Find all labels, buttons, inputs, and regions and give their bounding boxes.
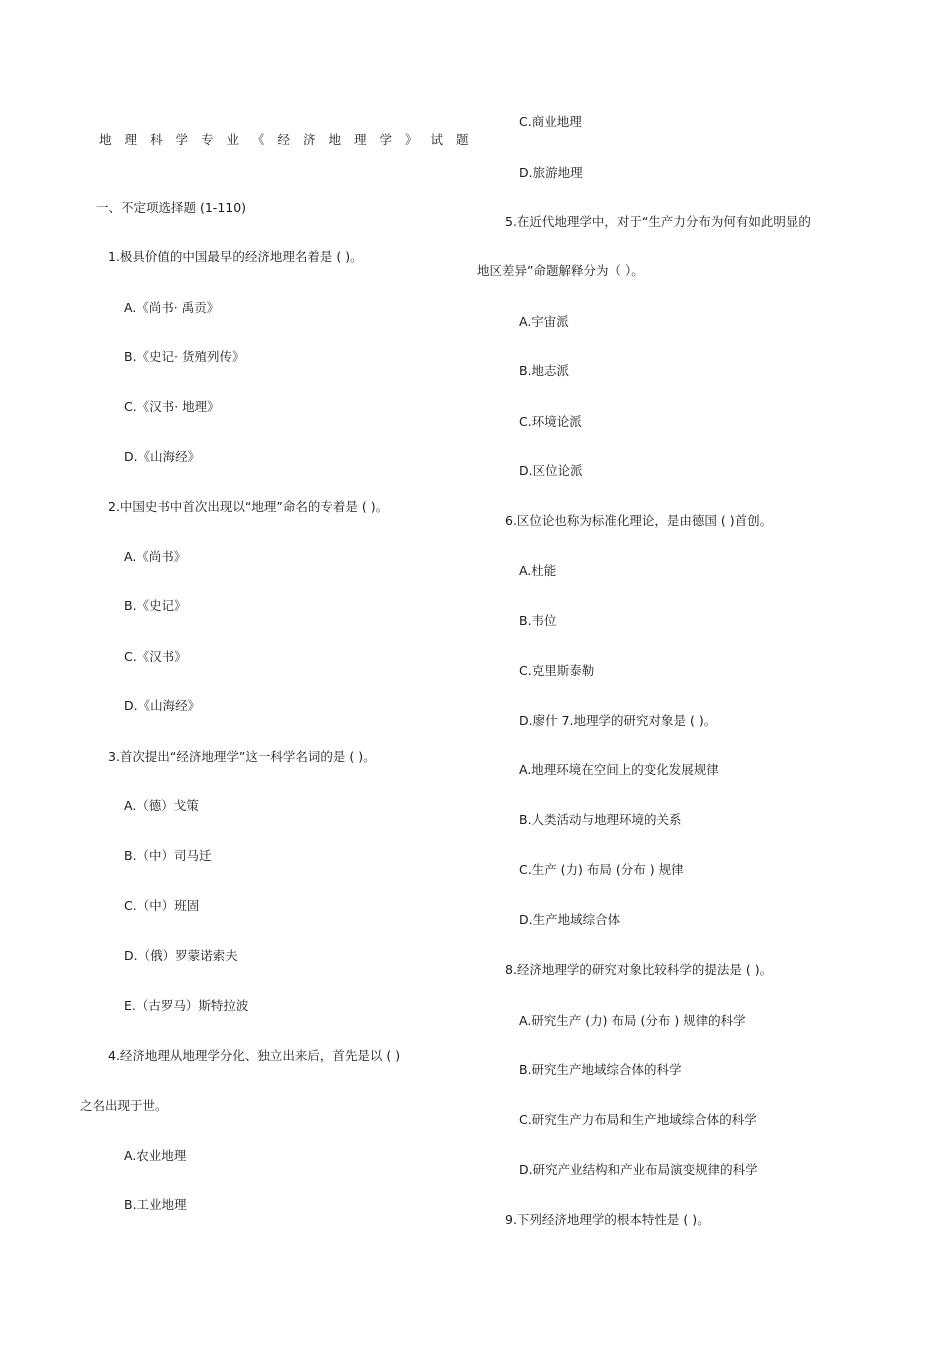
right-line: D.研究产业结构和产业布局演变规律的科学	[519, 1162, 758, 1177]
left-line: A.农业地理	[124, 1148, 187, 1163]
right-line: A.地理环境在空间上的变化发展规律	[519, 762, 719, 777]
right-line: 8.经济地理学的研究对象比较科学的提法是 ( )。	[505, 962, 773, 977]
left-line: C.《汉书》	[124, 649, 187, 664]
right-line: 9.下列经济地理学的根本特性是 ( )。	[505, 1212, 710, 1227]
right-line: A.研究生产 (力) 布局 (分布 ) 规律的科学	[519, 1013, 746, 1028]
right-line: D.旅游地理	[519, 165, 583, 180]
right-line: C.商业地理	[519, 114, 582, 129]
right-line: B.韦位	[519, 613, 557, 628]
left-line: A.（德）戈策	[124, 798, 199, 813]
left-line: 之名出现于世。	[80, 1098, 168, 1113]
left-line: A.《尚书· 禹贡》	[124, 300, 220, 315]
left-line: 2.中国史书中首次出现以“地理”命名的专着是 ( )。	[108, 499, 389, 514]
right-line: C.研究生产力布局和生产地域综合体的科学	[519, 1112, 757, 1127]
left-line: B.《史记· 货殖列传》	[124, 349, 245, 364]
right-line: B.人类活动与地理环境的关系	[519, 812, 682, 827]
left-line: B.（中）司马迁	[124, 848, 212, 863]
left-line: D.《山海经》	[124, 698, 201, 713]
right-line: 5.在近代地理学中，对于“生产力分布为何有如此明显的	[505, 214, 811, 229]
left-line: A.《尚书》	[124, 549, 187, 564]
left-line: C.《汉书· 地理》	[124, 399, 220, 414]
right-line: C.生产 (力) 布局 (分布 ) 规律	[519, 862, 684, 877]
right-line: C.环境论派	[519, 414, 582, 429]
left-line: E.（古罗马）斯特拉波	[124, 998, 249, 1013]
right-line: B.地志派	[519, 363, 570, 378]
right-line: D.廖什 7.地理学的研究对象是 ( )。	[519, 713, 717, 728]
left-line: B.《史记》	[124, 598, 187, 613]
right-line: 地区差异”命题解释分为（ ）。	[477, 263, 644, 278]
right-line: D.区位论派	[519, 463, 583, 478]
left-line: B.工业地理	[124, 1197, 187, 1212]
right-line: A.宇宙派	[519, 314, 569, 329]
left-line: D.《山海经》	[124, 449, 201, 464]
left-line: D.（俄）罗蒙诺索夫	[124, 948, 238, 963]
right-line: C.克里斯泰勒	[519, 663, 595, 678]
right-line: D.生产地域综合体	[519, 912, 621, 927]
left-line: 4.经济地理从地理学分化、独立出来后，首先是以 ( )	[108, 1048, 401, 1063]
page-title: 地理科学专业《经济地理学》试题	[99, 132, 482, 147]
section-heading: 一、不定项选择题 (1-110)	[96, 200, 247, 215]
right-line: A.杜能	[519, 563, 557, 578]
left-line: 1.极具价值的中国最早的经济地理名着是 ( )。	[108, 249, 363, 264]
right-line: 6.区位论也称为标准化理论，是由德国 ( )首创。	[505, 513, 773, 528]
left-line: C.（中）班固	[124, 898, 200, 913]
right-line: B.研究生产地域综合体的科学	[519, 1062, 682, 1077]
left-line: 3.首次提出“经济地理学”这一科学名词的是 ( )。	[108, 749, 376, 764]
